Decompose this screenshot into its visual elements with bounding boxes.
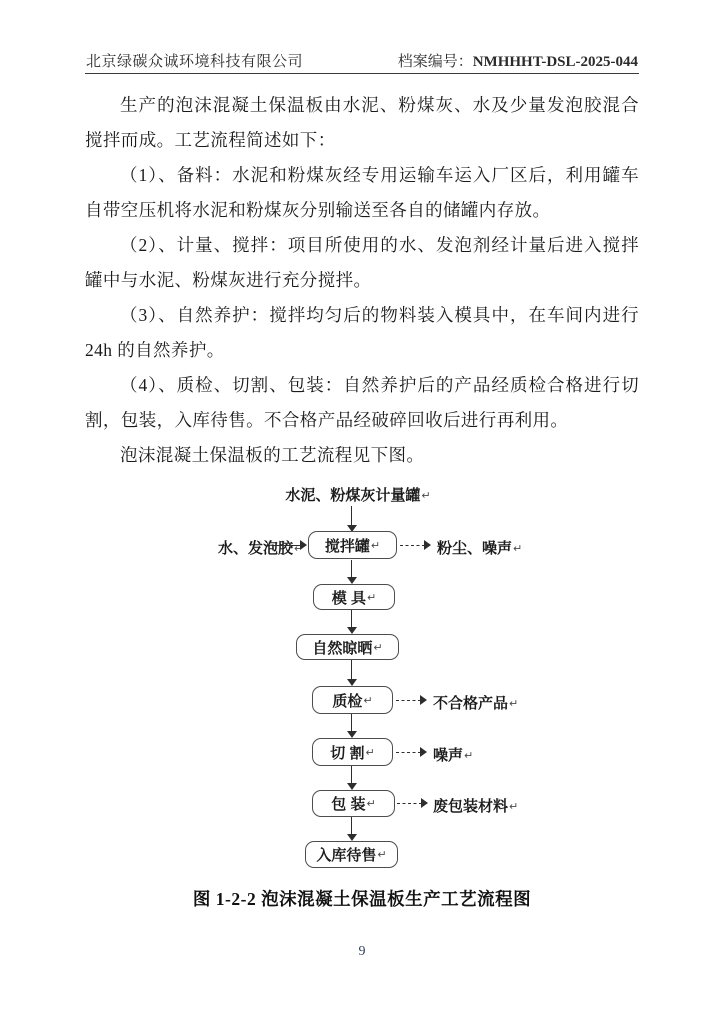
- paragraph-step-2: （2）、计量、搅拌：项目所使用的水、发泡剂经计量后进入搅拌罐中与水泥、粉煤灰进行充分搅拌。: [85, 235, 639, 290]
- flow-node-mixing-tank: [308, 531, 397, 559]
- arrow-down-icon: [347, 560, 357, 584]
- flow-node-label: 质检: [332, 692, 363, 710]
- paragraph-figure-ref: 泡沫混凝土保温板的工艺流程见下图。: [120, 445, 425, 465]
- return-mark-icon: ↵: [464, 749, 474, 762]
- flow-node-label: 模 具: [331, 589, 366, 607]
- paragraph-step-1: （1）、备料：水泥和粉煤灰经专用运输车运入厂区后，利用罐车自带空压机将水泥和粉煤灰分别输送至各自的储罐内存放。: [85, 165, 639, 220]
- arrow-down-icon: [347, 714, 357, 738]
- flow-input-top-label: [238, 484, 478, 505]
- flow-node-label: 切 割: [330, 744, 365, 762]
- flow-output-text: 粉尘、噪声: [437, 540, 513, 557]
- flow-output-text: 废包装材料: [433, 798, 509, 815]
- flow-node-label: 搅拌罐: [324, 537, 370, 555]
- flow-output-text: 不合格产品: [433, 695, 509, 712]
- return-mark-icon: ↵: [366, 797, 376, 810]
- return-mark-icon: ↵: [294, 542, 304, 555]
- arrow-right-icon: [274, 540, 307, 551]
- body-text: [85, 88, 639, 473]
- dashed-arrow-right-icon: [396, 695, 427, 706]
- flow-node-quality-check: [312, 686, 393, 714]
- dashed-arrow-right-icon: [396, 747, 427, 758]
- paragraph-intro: 生产的泡沫混凝土保温板由水泥、粉煤灰、水及少量发泡胶混合搅拌而成。工艺流程简述如下：: [85, 95, 639, 150]
- header-divider: [85, 73, 639, 74]
- flow-node-cutting: [312, 738, 393, 766]
- paragraph-step-3: （3）、自然养护：搅拌均匀后的物料装入模具中，在车间内进行 24h 的自然养护。: [85, 305, 639, 360]
- flow-output-text: 噪声: [433, 747, 464, 764]
- return-mark-icon: ↵: [366, 590, 377, 604]
- flow-input-left-text: 水、发泡胶: [218, 540, 294, 557]
- arrow-down-icon: [347, 610, 357, 634]
- return-mark-icon: ↵: [373, 640, 383, 654]
- return-mark-icon: ↵: [363, 693, 373, 707]
- paragraph-step-4: （4）、质检、切割、包装：自然养护后的产品经质检合格进行切割，包装，入库待售。不合格产品经破碎回收后进行再利用。: [85, 375, 639, 430]
- return-mark-icon: ↵: [513, 542, 523, 555]
- return-mark-icon: ↵: [365, 745, 375, 759]
- dashed-arrow-right-icon: [397, 798, 428, 809]
- dashed-arrow-right-icon: [400, 540, 431, 551]
- return-mark-icon: ↵: [421, 489, 431, 502]
- flow-node-natural-drying: [296, 634, 399, 660]
- doc-number-label: 档案编号：: [397, 54, 473, 70]
- flow-node-label: 入库待售: [316, 847, 377, 864]
- flow-output-rejects: [433, 692, 518, 713]
- flow-node-packing: [312, 790, 395, 817]
- flow-output-waste-packaging: [433, 795, 518, 816]
- figure-caption: 图 1-2-2 泡沫混凝土保温板生产工艺流程图: [192, 889, 532, 909]
- flow-output-noise: [433, 744, 473, 765]
- header-company-name: 北京绿碳众诚环境科技有限公司: [86, 54, 304, 70]
- return-mark-icon: ↵: [370, 538, 381, 552]
- arrow-down-icon: [347, 817, 357, 841]
- flow-node-warehouse: [305, 841, 398, 868]
- header-doc-number: [398, 50, 638, 71]
- flow-output-dust-noise: [437, 537, 522, 558]
- arrow-down-icon: [347, 766, 357, 790]
- return-mark-icon: ↵: [509, 800, 519, 813]
- flow-input-top-text: 水泥、粉煤灰计量罐: [285, 487, 421, 504]
- page-number: 9: [358, 944, 366, 959]
- flow-node-label: 自然晾晒: [312, 639, 373, 657]
- arrow-down-icon: [347, 660, 357, 686]
- arrow-down-icon: [347, 506, 357, 532]
- flow-node-label: 包 装: [331, 796, 366, 813]
- return-mark-icon: ↵: [509, 697, 519, 710]
- return-mark-icon: ↵: [377, 848, 387, 861]
- flow-node-mold: [313, 584, 395, 610]
- doc-number-code: NMHHHT-DSL-2025-044: [472, 54, 638, 70]
